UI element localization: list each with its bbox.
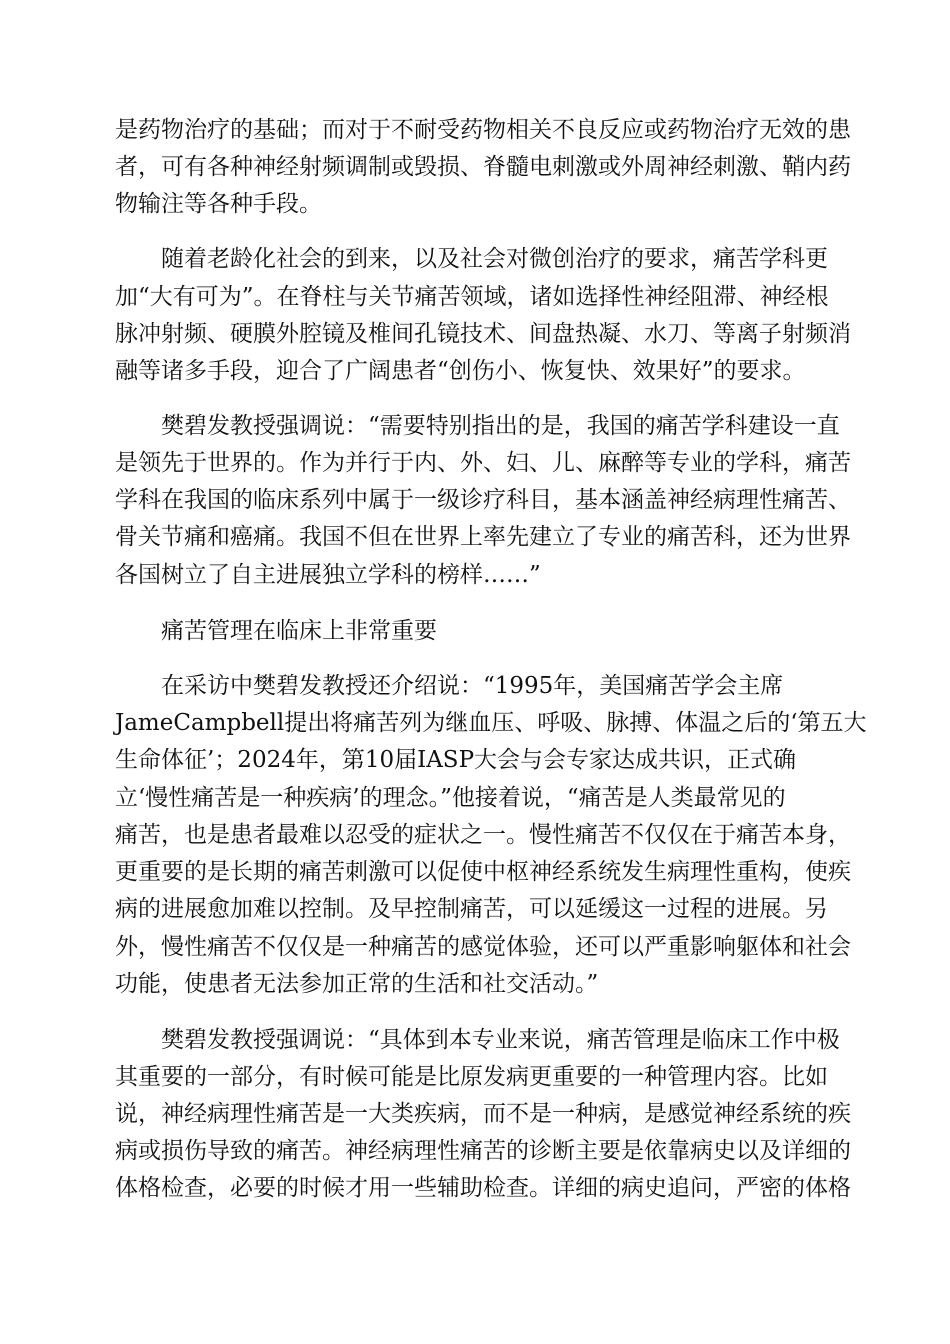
text-line: 在采访中樊碧发教授还介绍说：“1995年，美国痛苦学会主席 xyxy=(115,673,784,699)
text-line: 融等诸多手段，迎合了广阔患者“创伤小、恢复快、效果好”的要求。 xyxy=(115,358,806,384)
text-line: 功能，使患者无法参加正常的生活和社交活动。” xyxy=(115,971,599,997)
text-line: 其重要的一部分，有时候可能是比原发病更重要的一种管理内容。比如 xyxy=(115,1064,828,1090)
text-line: 各国树立了自主进展独立学科的榜样……” xyxy=(115,562,541,588)
text-line: 体格检查，必要的时候才用一些辅助检查。详细的病史追问，严密的体格 xyxy=(115,1175,851,1201)
text-line: 是药物治疗的基础；而对于不耐受药物相关不良反应或药物治疗无效的患 xyxy=(115,117,851,143)
text-line: 樊碧发教授强调说：“具体到本专业来说，痛苦管理是临床工作中极 xyxy=(115,1027,840,1053)
text-line: 加“大有可为”。在脊柱与关节痛苦领域，诸如选择性神经阻滞、神经根 xyxy=(115,284,829,310)
text-line: JameCampbell提出将痛苦列为继血压、呼吸、脉搏、体温之后的‘第五大 xyxy=(115,710,867,736)
text-line: 物输注等各种手段。 xyxy=(115,191,322,217)
text-line: 立‘慢性痛苦是一种疾病’的理念。”他接着说，“痛苦是人类最常见的 xyxy=(115,785,786,811)
text-line: 樊碧发教授强调说：“需要特别指出的是，我国的痛苦学科建设一直 xyxy=(115,413,840,439)
text-line: 痛苦，也是患者最难以忍受的症状之一。慢性痛苦不仅仅在于痛苦本身， xyxy=(115,822,851,848)
text-line: 者，可有各种神经射频调制或毁损、脊髓电刺激或外周神经刺激、鞘内药 xyxy=(115,154,851,180)
text-line: 更重要的是长期的痛苦刺激可以促使中枢神经系统发生病理性重构，使疾 xyxy=(115,859,851,885)
text-line: 说，神经病理性痛苦是一大类疾病，而不是一种病，是感觉神经系统的疾 xyxy=(115,1101,851,1127)
text-line: 外，慢性痛苦不仅仅是一种痛苦的感觉体验，还可以严重影响躯体和社会 xyxy=(115,934,851,960)
text-line: 骨关节痛和癌痛。我国不但在世界上率先建立了专业的痛苦科，还为世界 xyxy=(115,524,851,550)
text-line: 学科在我国的临床系列中属于一级诊疗科目，基本涵盖神经病理性痛苦、 xyxy=(115,487,851,513)
section-heading: 痛苦管理在临床上非常重要 xyxy=(115,618,437,644)
text-line: 病或损伤导致的痛苦。神经病理性痛苦的诊断主要是依靠病史以及详细的 xyxy=(115,1138,851,1164)
text-line: 生命体征’；2024年，第10届IASP大会与会专家达成共识，正式确 xyxy=(115,747,797,773)
text-line: 病的进展愈加难以控制。及早控制痛苦，可以延缓这一过程的进展。另 xyxy=(115,896,828,922)
text-line: 是领先于世界的。作为并行于内、外、妇、儿、麻醉等专业的学科，痛苦 xyxy=(115,450,851,476)
text-line: 脉冲射频、硬膜外腔镜及椎间孔镜技术、间盘热凝、水刀、等离子射频消 xyxy=(115,321,851,347)
text-line: 随着老龄化社会的到来，以及社会对微创治疗的要求，痛苦学科更 xyxy=(115,246,828,272)
